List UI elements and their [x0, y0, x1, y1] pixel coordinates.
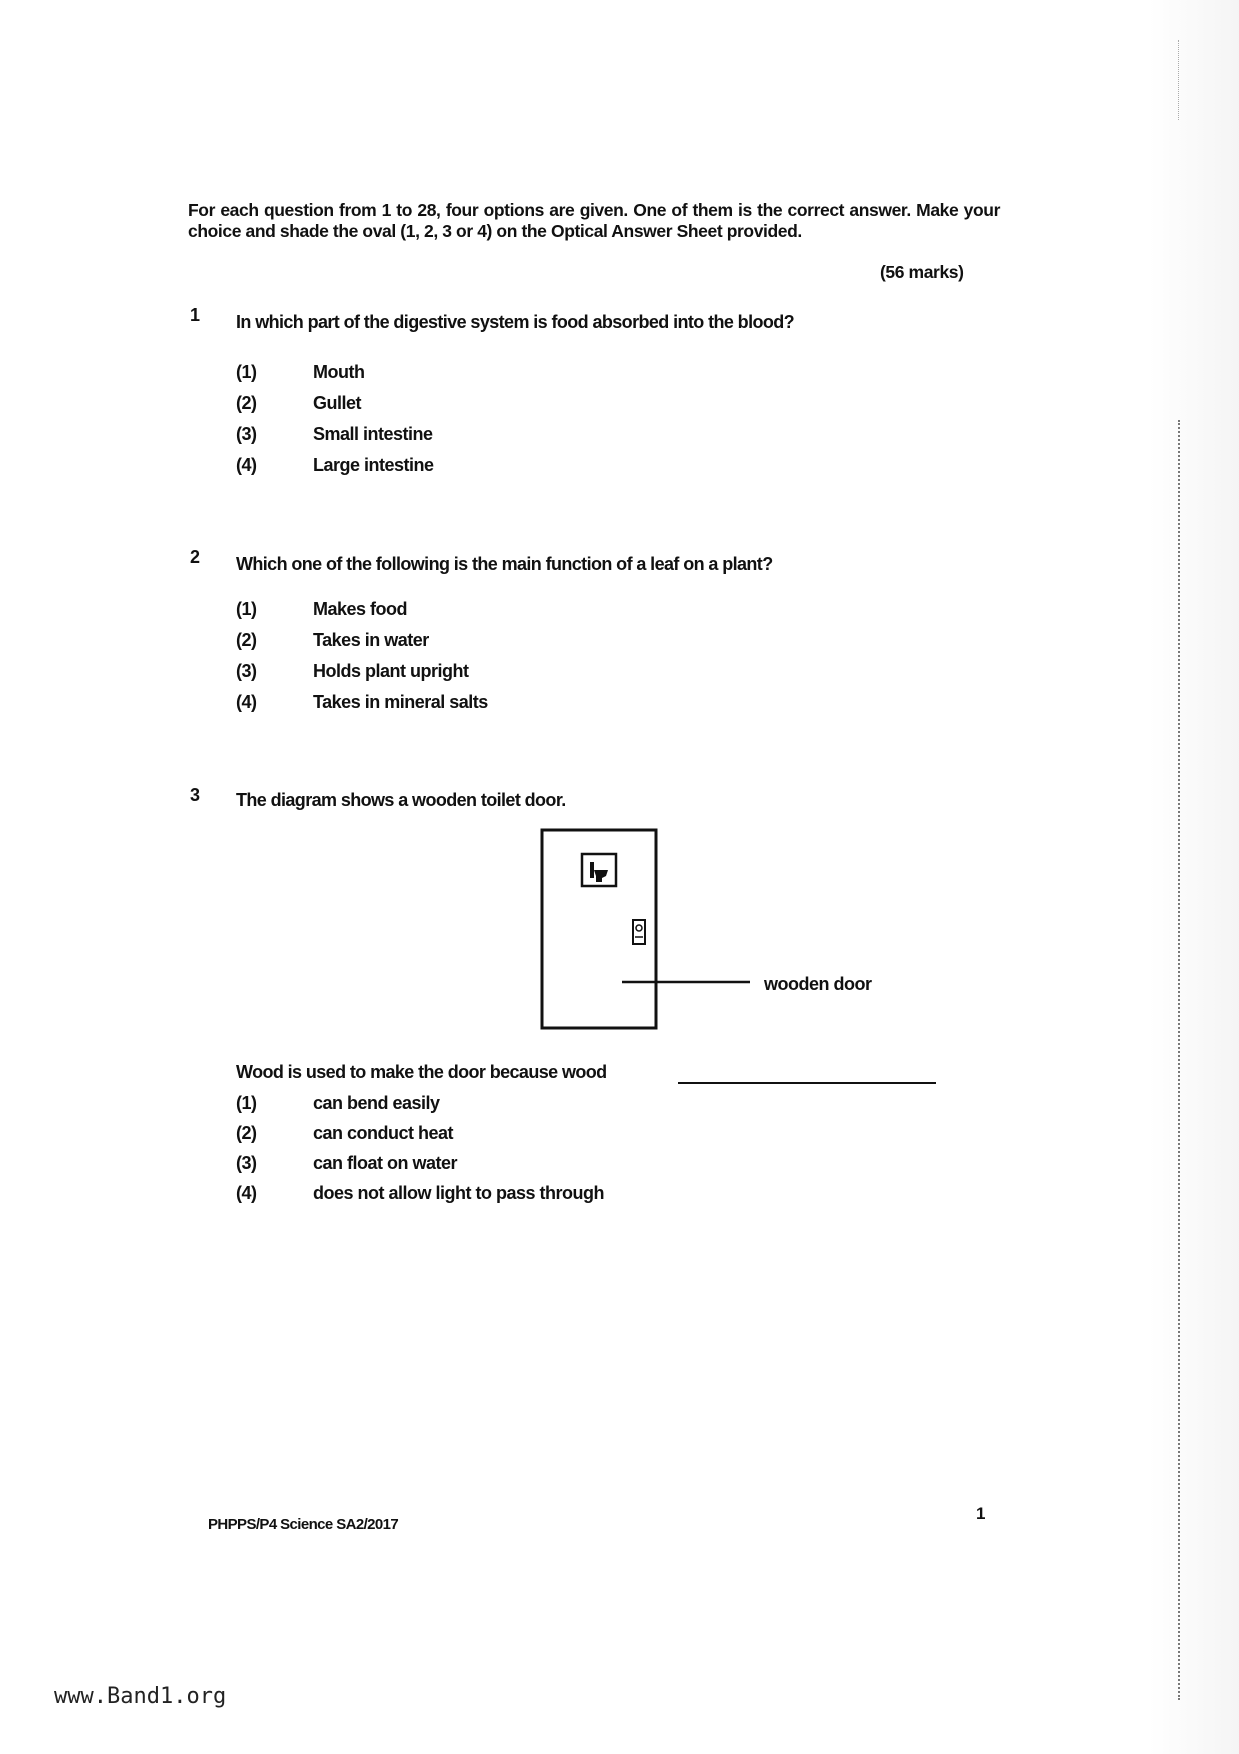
- instructions-text: For each question from 1 to 28, four options are given. One of them is the correct answer. Make your choice and shade the oval (1, 2, 3 or 4) on the Optical Answer Sheet provided.: [188, 200, 1000, 241]
- option-text: Mouth: [313, 362, 365, 382]
- option-text: can float on water: [313, 1153, 458, 1173]
- option-text: can conduct heat: [313, 1123, 454, 1143]
- watermark-text: www.Band1.org: [54, 1684, 227, 1709]
- option-text: can bend easily: [313, 1093, 440, 1113]
- option-text: Gullet: [313, 393, 362, 413]
- option-number: (1): [236, 362, 257, 382]
- scan-edge-line: [1178, 420, 1182, 1700]
- option-text: Large intestine: [313, 455, 434, 475]
- question-3-number: 3: [190, 785, 201, 805]
- toilet-sign-tank: [590, 862, 594, 878]
- footer-paper-code: PHPPS/P4 Science SA2/2017: [208, 1516, 399, 1533]
- scan-edge-line-top: [1178, 40, 1181, 120]
- option-number: (3): [236, 1153, 257, 1173]
- option-number: (1): [236, 1093, 257, 1113]
- option-number: (4): [236, 692, 257, 712]
- toilet-door-diagram: [540, 828, 900, 1033]
- option-number: (3): [236, 661, 257, 681]
- option-number: (1): [236, 599, 257, 619]
- answer-blank-line: [678, 1082, 936, 1084]
- page-number: 1: [976, 1504, 986, 1523]
- option-number: (3): [236, 424, 257, 444]
- question-3-stem: Wood is used to make the door because wood: [236, 1062, 607, 1082]
- option-number: (4): [236, 455, 257, 475]
- total-marks: (56 marks): [880, 262, 964, 282]
- scan-edge-shading: [1149, 0, 1239, 1754]
- question-3-text: The diagram shows a wooden toilet door.: [236, 790, 566, 810]
- option-text: Small intestine: [313, 424, 433, 444]
- question-2-text: Which one of the following is the main function of a leaf on a plant?: [236, 554, 773, 574]
- option-text: Takes in mineral salts: [313, 692, 488, 712]
- option-number: (2): [236, 393, 257, 413]
- door-lock-icon: [633, 920, 645, 944]
- question-1-number: 1: [190, 305, 201, 325]
- option-number: (2): [236, 1123, 257, 1143]
- option-text: Takes in water: [313, 630, 429, 650]
- option-number: (2): [236, 630, 257, 650]
- option-text: Holds plant upright: [313, 661, 469, 681]
- wooden-door-label: wooden door: [764, 974, 872, 994]
- question-2-number: 2: [190, 547, 201, 567]
- option-text: Makes food: [313, 599, 408, 619]
- question-1-text: In which part of the digestive system is food absorbed into the blood?: [236, 312, 795, 332]
- option-number: (4): [236, 1183, 257, 1203]
- option-text: does not allow light to pass through: [313, 1183, 604, 1203]
